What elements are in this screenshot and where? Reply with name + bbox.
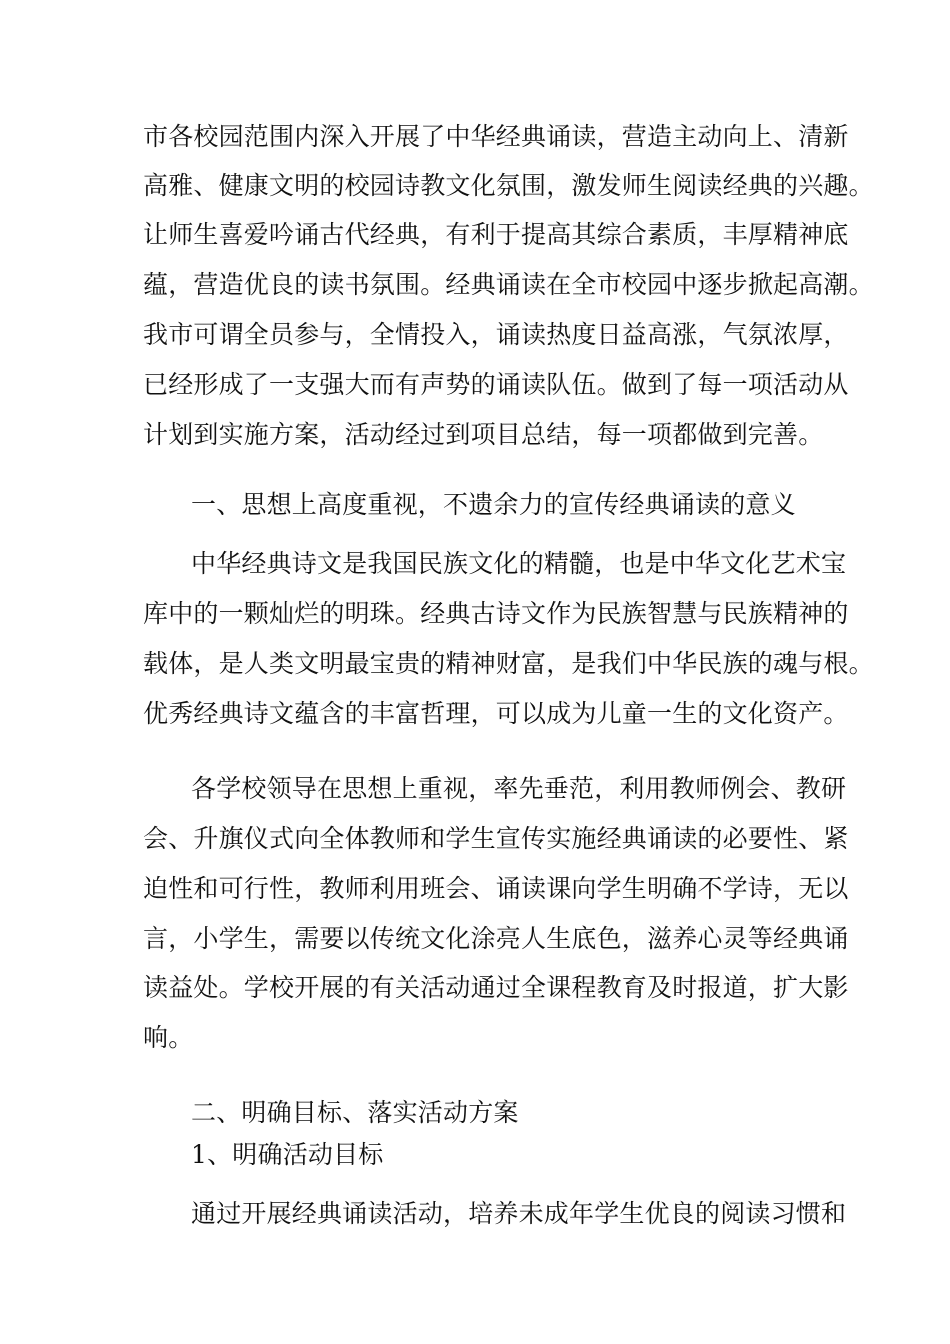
paragraph-line: 响。 [143,1023,194,1052]
paragraph-line: 让师生喜爱吟诵古代经典，有利于提高其综合素质，丰厚精神底 [143,220,849,249]
paragraph-line: 已经形成了一支强大而有声势的诵读队伍。做到了每一项活动从 [143,370,849,399]
paragraph-line: 各学校领导在思想上重视，率先垂范，利用教师例会、教研 [191,774,847,803]
paragraph-line: 计划到实施方案，活动经过到项目总结，每一项都做到完善。 [143,420,824,449]
paragraph-line: 市各校园范围内深入开展了中华经典诵读，营造主动向上、清新 [143,122,849,151]
section-heading: 一、思想上高度重视，不遗余力的宣传经典诵读的意义 [191,490,796,519]
paragraph-line: 库中的一颗灿烂的明珠。经典古诗文作为民族智慧与民族精神的 [143,599,849,628]
paragraph-line: 迫性和可行性，教师利用班会、诵读课向学生明确不学诗，无以 [143,874,849,903]
paragraph-line: 会、升旗仪式向全体教师和学生宣传实施经典诵读的必要性、紧 [143,824,849,853]
paragraph-line: 中华经典诗文是我国民族文化的精髓，也是中华文化艺术宝 [191,549,847,578]
paragraph-line: 载体，是人类文明最宝贵的精神财富，是我们中华民族的魂与根。 [143,649,874,678]
paragraph-line: 蕴，营造优良的读书氛围。经典诵读在全市校园中逐步掀起高潮。 [143,270,874,299]
paragraph-line: 读益处。学校开展的有关活动通过全课程教育及时报道，扩大影 [143,973,849,1002]
section-heading: 二、明确目标、落实活动方案 [191,1098,519,1127]
paragraph-line: 言，小学生，需要以传统文化涂亮人生底色，滋养心灵等经典诵 [143,924,849,953]
paragraph-line: 我市可谓全员参与，全情投入，诵读热度日益高涨，气氛浓厚， [143,320,849,349]
paragraph-line: 优秀经典诗文蕴含的丰富哲理，可以成为儿童一生的文化资产。 [143,699,849,728]
paragraph-line: 高雅、健康文明的校园诗教文化氛围，激发师生阅读经典的兴趣。 [143,171,874,200]
paragraph-line: 通过开展经典诵读活动，培养未成年学生优良的阅读习惯和 [191,1199,847,1228]
subsection-heading: 1、明确活动目标 [191,1140,384,1169]
